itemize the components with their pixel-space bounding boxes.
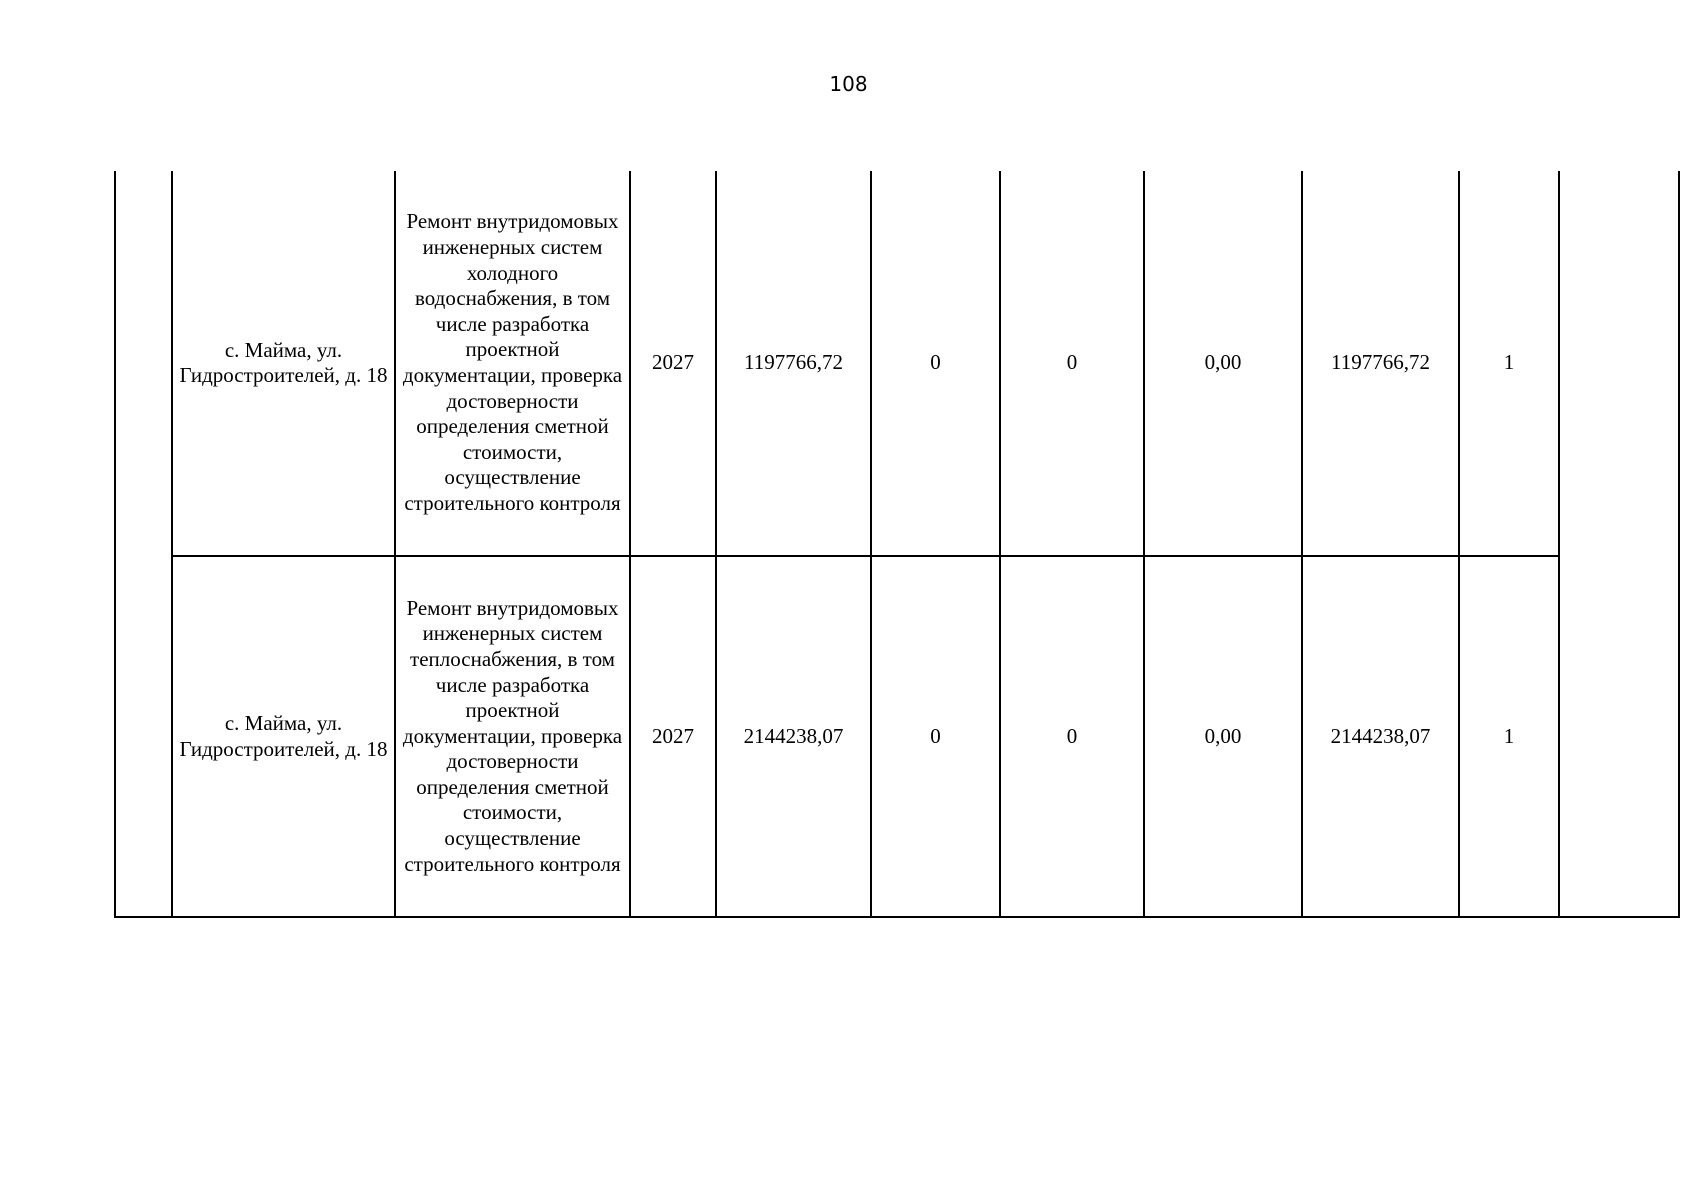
table-border-left	[114, 171, 116, 918]
amount-cell: 0,00	[1204, 723, 1242, 748]
amount-cell: 0,00	[1204, 350, 1242, 375]
year-cell: 2027	[652, 350, 694, 375]
total-cost-cell: 1197766,72	[744, 350, 843, 375]
amount-cell: 0	[1066, 350, 1078, 375]
work-type-cell: Ремонт внутридомовых инженерных систем теплоснабжения, в том числе разработка проектной документации, проверка достоверности определения сметной стоимости, осуществление строительного контроля	[402, 595, 623, 876]
amount-cell: 0	[930, 723, 941, 748]
count-cell: 1	[1503, 723, 1515, 748]
table-border-right	[1678, 171, 1680, 918]
amount-cell: 2144238,07	[1330, 723, 1431, 748]
works-table	[114, 171, 1680, 917]
amount-cell: 0	[1066, 723, 1078, 748]
table-border-bottom	[114, 916, 1680, 918]
amount-cell: 0	[930, 350, 941, 375]
work-type-cell: Ремонт внутридомовых инженерных систем холодного водоснабжения, в том числе разработка проектной документации, проверка достоверности определения сметной стоимости, осуществление строительного контроля	[402, 209, 623, 515]
total-cost-cell: 2144238,07	[743, 723, 844, 748]
address-cell: с. Майма, ул. Гидростроителей, д. 18	[179, 337, 388, 387]
year-cell: 2027	[652, 723, 694, 748]
count-cell: 1	[1503, 350, 1515, 375]
address-cell: с. Майма, ул. Гидростроителей, д. 18	[179, 711, 388, 761]
amount-cell: 1197766,72	[1331, 350, 1430, 375]
page-number: 108	[829, 72, 868, 96]
column-divider	[1558, 171, 1560, 918]
